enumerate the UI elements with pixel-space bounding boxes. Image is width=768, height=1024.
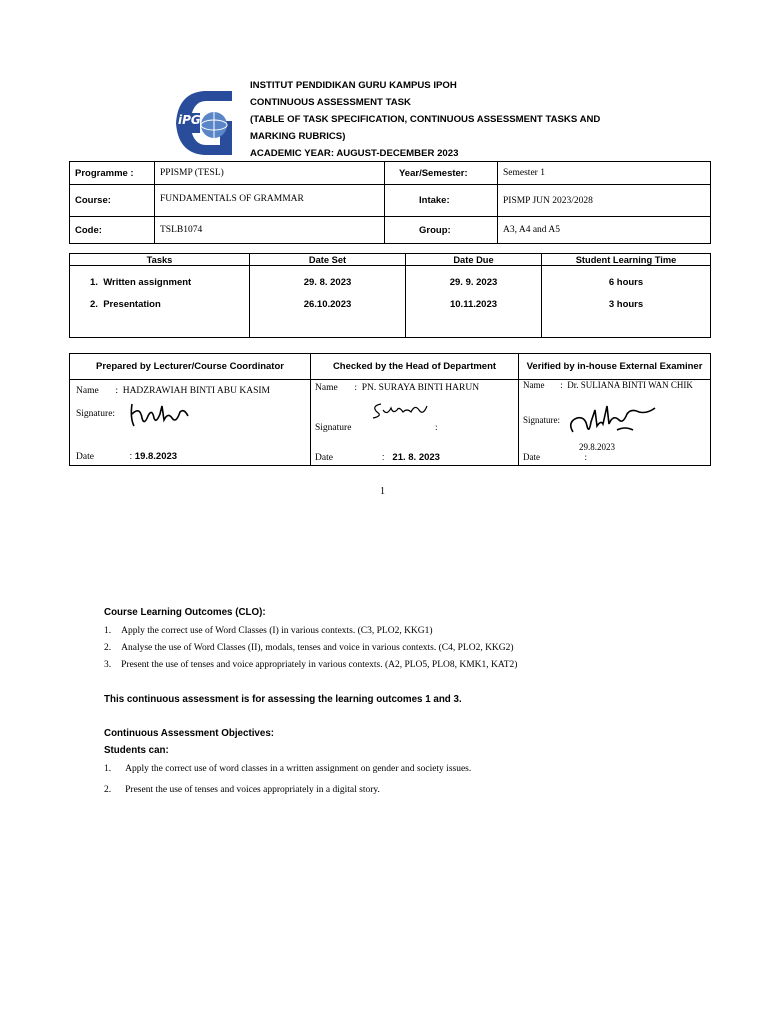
clo-item-3 [104, 660, 517, 670]
date-set-header: Date Set [250, 254, 406, 266]
task-learning-time: 3 hours [608, 299, 644, 310]
objective-item-1 [104, 764, 471, 774]
approval-table [69, 353, 711, 466]
document-header [250, 77, 600, 162]
clo-number: 2. [104, 643, 112, 653]
date-label: Date [76, 452, 94, 462]
course-info-table [69, 161, 711, 244]
yearsem-label: Year/Semester: [385, 162, 498, 185]
signature-colon: : [435, 423, 438, 433]
code-label: Code: [70, 217, 155, 244]
course-label: Course: [70, 185, 155, 217]
programme-label: Programme : [70, 162, 155, 185]
task-number: 2. [90, 299, 98, 310]
objective-number: 2. [104, 785, 112, 795]
prepared-by-header: Prepared by Lecturer/Course Coordinator [70, 354, 311, 380]
clo-text: Analyse the use of Word Classes (II), modals, tenses and voice in various contexts. (C4, PLO2, KKG2) [121, 643, 514, 653]
programme-value: PPISMP (TESL) [155, 162, 385, 185]
task-row-1 [90, 272, 244, 294]
document-subtitle-2: MARKING RUBRICS) [250, 131, 346, 142]
task-row-2 [90, 294, 244, 316]
clo-number: 3. [104, 660, 112, 670]
task-date-set: 29. 8. 2023 [303, 277, 352, 288]
objectives-title: Continuous Assessment Objectives: [104, 728, 275, 739]
task-number: 1. [90, 277, 98, 288]
prepared-by-cell [70, 380, 311, 466]
institute-name: INSTITUT PENDIDIKAN GURU KAMPUS IPOH [250, 80, 457, 91]
date-set-cell [250, 266, 406, 338]
verified-by-cell [519, 380, 711, 466]
page-number: 1 [380, 486, 385, 497]
checked-by-date: 21. 8. 2023 [392, 452, 440, 463]
assessment-note: This continuous assessment is for assessing the learning outcomes 1 and 3. [104, 694, 462, 705]
objectives-subtitle: Students can: [104, 745, 169, 756]
clo-item-2 [104, 643, 514, 653]
code-value: TSLB1074 [155, 217, 385, 244]
verified-by-date: 29.8.2023 [579, 442, 615, 452]
objective-text: Apply the correct use of word classes in a written assignment on gender and society issues. [125, 764, 472, 774]
checked-date-row: Date : 21. 8. 2023 [315, 452, 440, 463]
task-date-due: 10.11.2023 [449, 299, 498, 310]
signature-label: Signature [315, 423, 352, 433]
prepared-by-signature [126, 398, 196, 430]
task-name: Written assignment [103, 277, 192, 288]
checked-by-signature [369, 398, 433, 422]
clo-number: 1. [104, 626, 112, 636]
checked-by-cell [311, 380, 519, 466]
intake-value: PISMP JUN 2023/2028 [498, 185, 711, 217]
verified-date-row: Date : [523, 452, 592, 462]
prepared-by-name: HADZRAWIAH BINTI ABU KASIM [122, 386, 270, 396]
date-label: Date [315, 453, 333, 463]
group-label: Group: [385, 217, 498, 244]
name-label: Name [523, 380, 545, 390]
task-name: Presentation [103, 299, 161, 310]
date-due-header: Date Due [406, 254, 542, 266]
name-label: Name [315, 383, 338, 393]
clo-title: Course Learning Outcomes (CLO): [104, 607, 266, 618]
task-date-due: 29. 9. 2023 [449, 277, 498, 288]
checked-name-row: Name : PN. SURAYA BINTI HARUN [315, 383, 480, 393]
yearsem-value: Semester 1 [498, 162, 711, 185]
verified-by-header: Verified by in-house External Examiner [519, 354, 711, 380]
learning-time-header: Student Learning Time [542, 254, 711, 266]
clo-text: Apply the correct use of Word Classes (I) in various contexts. (C3, PLO2, KKG1) [121, 626, 433, 636]
checked-by-name: PN. SURAYA BINTI HARUN [361, 383, 480, 393]
tasks-list-cell [70, 266, 250, 338]
learning-time-cell [542, 266, 711, 338]
task-date-set: 26.10.2023 [303, 299, 352, 310]
clo-item-1 [104, 626, 433, 636]
prepared-date-row: Date : 19.8.2023 [76, 451, 178, 462]
logo-text: iPG [178, 113, 201, 127]
course-value: FUNDAMENTALS OF GRAMMAR [155, 185, 385, 217]
name-label: Name [76, 386, 99, 396]
document-type: CONTINUOUS ASSESSMENT TASK [250, 97, 411, 108]
clo-text: Present the use of tenses and voice appropriately in various contexts. (A2, PLO5, PLO8, KMK1, KAT2) [121, 660, 518, 670]
signature-label: Signature: [76, 409, 116, 419]
prepared-name-row: Name : HADZRAWIAH BINTI ABU KASIM [76, 386, 270, 396]
checked-by-header: Checked by the Head of Department [311, 354, 519, 380]
ipg-logo [172, 87, 250, 159]
document-subtitle-1: (TABLE OF TASK SPECIFICATION, CONTINUOUS ASSESSMENT TASKS AND [250, 114, 601, 125]
tasks-table [69, 253, 711, 338]
signature-label: Signature: [523, 415, 560, 425]
date-label: Date [523, 452, 540, 462]
intake-label: Intake: [385, 185, 498, 217]
objective-number: 1. [104, 764, 112, 774]
task-learning-time: 6 hours [608, 277, 644, 288]
academic-year: ACADEMIC YEAR: AUGUST-DECEMBER 2023 [250, 148, 459, 159]
objective-item-2 [104, 785, 380, 795]
prepared-by-date: 19.8.2023 [134, 451, 178, 462]
group-value: A3, A4 and A5 [498, 217, 711, 244]
tasks-header: Tasks [70, 254, 250, 266]
objective-text: Present the use of tenses and voices appropriately in a digital story. [125, 785, 380, 795]
verified-name-row: Name : Dr. SULIANA BINTI WAN CHIK [523, 380, 693, 390]
verified-by-name: Dr. SULIANA BINTI WAN CHIK [567, 380, 693, 390]
date-due-cell [406, 266, 542, 338]
verified-by-signature [567, 400, 663, 438]
